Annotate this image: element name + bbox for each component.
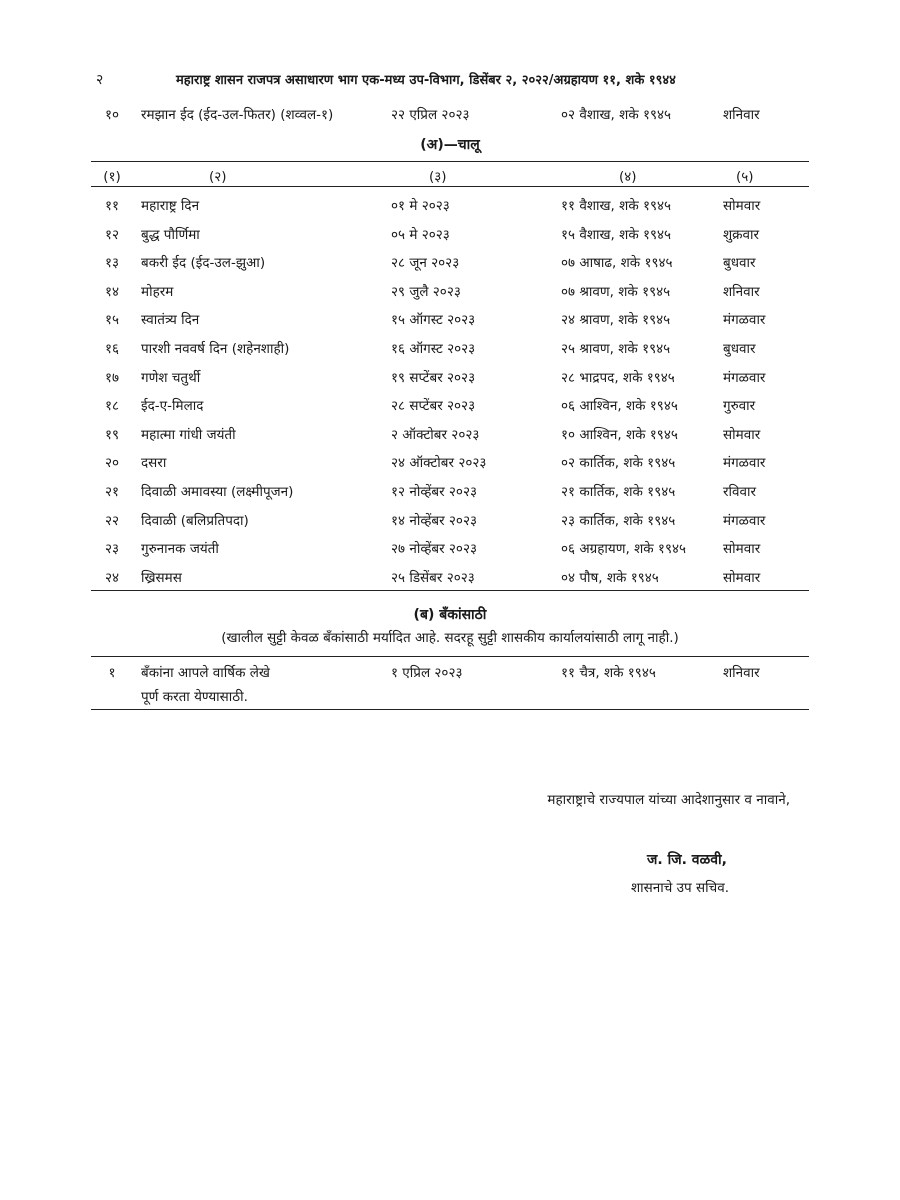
weekday: मंगळवार [723,455,766,472]
weekday: शनिवार [723,665,760,681]
row-number: २४ [104,569,120,586]
weekday: बुधवार [723,341,756,357]
holiday-date: २८ जून २०२३ [391,255,460,272]
holiday-date: २ ऑक्टोबर २०२३ [391,426,480,443]
shaka-date: ०६ अग्रहायण, शके १९४५ [561,541,687,558]
holiday-date: २४ ऑक्टोबर २०२३ [391,455,487,472]
row-number: १२ [104,226,120,243]
holiday-name-line-2: पूर्ण करता येण्यासाठी. [141,689,248,705]
table-row [91,568,809,588]
page-number: २ [96,72,104,88]
holiday-date: १९ सप्टेंबर २०२३ [391,369,476,386]
row-number: ११ [104,198,120,214]
weekday: सोमवार [723,569,761,586]
row-number: २३ [104,541,120,558]
row-number: २१ [104,484,120,500]
table-row [91,282,809,302]
shaka-date: २८ भाद्रपद, शके १९४५ [561,369,675,386]
row-number: १५ [104,312,120,329]
signatory-name: ज. जि. वळवी, [647,852,727,868]
weekday: सोमवार [723,541,761,558]
row-number: १९ [104,426,120,443]
row-number: १४ [104,283,120,300]
column-header: (५) [736,169,754,185]
holiday-date: २७ नोव्हेंबर २०२३ [391,541,477,558]
holiday-date: २५ डिसेंबर २०२३ [391,569,475,586]
table-row [91,310,809,330]
holiday-date: २२ एप्रिल २०२३ [391,107,470,123]
row-number: १६ [104,341,120,357]
holiday-date: १ एप्रिल २०२३ [391,665,463,681]
section-b-note: (खालील सुट्टी केवळ बँकांसाठी मर्यादित आहे. सदरहू सुट्टी शासकीय कार्यालयांसाठी लागू नाही.) [221,630,679,646]
shaka-date: २५ श्रावण, शके १९४५ [561,341,671,357]
holiday-name: महात्मा गांधी जयंती [141,426,236,443]
weekday: मंगळवार [723,369,766,386]
shaka-date: ११ वैशाख, शके १९४५ [561,198,672,214]
shaka-date: १५ वैशाख, शके १९४५ [561,226,672,243]
section-b-title: (ब) बँकांसाठी [413,607,487,623]
shaka-date: १० आश्विन, शके १९४५ [561,426,678,443]
table-row [91,453,809,473]
header-bottom-rule [91,186,809,187]
holiday-name: दिवाळी (बलिप्रतिपदा) [141,512,249,529]
holiday-name: पारशी नववर्ष दिन (शहेनशाही) [141,341,290,357]
holiday-name: गणेश चतुर्थी [141,369,201,386]
holiday-name: बकरी ईद (ईद-उल-झुआ) [141,255,266,272]
shaka-date: ०७ श्रावण, शके १९४५ [561,283,671,300]
table-row [91,368,809,388]
section-a-title: (अ)—चालू [420,137,480,153]
table-row [91,253,809,273]
section-b-top-rule [91,656,809,657]
order-line: महाराष्ट्राचे राज्यपाल यांच्या आदेशानुसार व नावाने, [547,792,790,808]
holiday-date: ०५ मे २०२३ [391,226,450,243]
weekday: मंगळवार [723,312,766,329]
holiday-date: १४ नोव्हेंबर २०२३ [391,512,477,529]
shaka-date: २३ कार्तिक, शके १९४५ [561,512,676,529]
holiday-name: दसरा [141,455,167,472]
holiday-name: स्वातंत्र्य दिन [141,312,200,329]
gazette-header-title: महाराष्ट्र शासन राजपत्र असाधारण भाग एक-मध्य उप-विभाग, डिसेंबर २, २०२२/अग्रहायण ११, शके १९४४ [176,73,676,88]
signatory-designation: शासनाचे उप सचिव. [631,880,730,896]
holiday-name: दिवाळी अमावस्या (लक्ष्मीपूजन) [141,484,294,500]
row-number: २० [104,455,120,472]
shaka-date: ०२ वैशाख, शके १९४५ [561,107,672,123]
shaka-date: ०६ आश्विन, शके १९४५ [561,398,678,415]
row-number: १३ [104,255,120,272]
table-top-rule [91,161,809,162]
row-number: १० [104,107,120,123]
section-b-bottom-rule [91,709,809,710]
holiday-date: २९ जुलै २०२३ [391,283,461,300]
holiday-name: ख्रिसमस [141,569,182,586]
weekday: सोमवार [723,426,761,443]
shaka-date: २१ कार्तिक, शके १९४५ [561,484,676,500]
table-row-continuation [91,687,809,707]
weekday: शनिवार [723,107,760,123]
weekday: मंगळवार [723,512,766,529]
table-row [91,339,809,359]
table-bottom-rule [91,590,809,591]
column-header: (४) [619,169,637,185]
shaka-date: ११ चैत्र, शके १९४५ [561,665,656,681]
holiday-name: ईद-ए-मिलाद [141,398,204,415]
table-row [91,396,809,416]
holiday-name-line-1: बँकांना आपले वार्षिक लेखे [141,665,270,681]
table-row [91,511,809,531]
weekday: बुधवार [723,255,756,272]
column-header: (१) [103,169,121,185]
table-row [91,539,809,559]
row-number: १७ [104,369,120,386]
row-number: २२ [104,512,120,529]
table-row [91,482,809,502]
shaka-date: ०७ आषाढ, शके १९४५ [561,255,673,272]
holiday-date: १६ ऑगस्ट २०२३ [391,341,476,357]
weekday: रविवार [723,484,757,500]
holiday-name: गुरुनानक जयंती [141,541,219,558]
table-row [91,105,809,125]
holiday-name: बुद्ध पौर्णिमा [141,226,200,243]
row-number: १८ [104,398,120,415]
shaka-date: ०२ कार्तिक, शके १९४५ [561,455,676,472]
table-row [91,663,809,683]
table-row [91,225,809,245]
column-header-row [91,167,809,187]
table-row [91,425,809,445]
table-row [91,196,809,216]
shaka-date: ०४ पौष, शके १९४५ [561,569,659,586]
holiday-name: रमझान ईद (ईद-उल-फितर) (शव्वल-१) [141,107,334,123]
weekday: गुरुवार [723,398,756,415]
holiday-date: १५ ऑगस्ट २०२३ [391,312,476,329]
holiday-date: १२ नोव्हेंबर २०२३ [391,484,477,500]
column-header: (३) [429,169,447,185]
holiday-date: २८ सप्टेंबर २०२३ [391,398,476,415]
holiday-name: मोहरम [141,283,174,300]
row-number: १ [108,665,116,681]
weekday: शनिवार [723,283,760,300]
weekday: सोमवार [723,198,761,214]
holiday-date: ०१ मे २०२३ [391,198,450,214]
shaka-date: २४ श्रावण, शके १९४५ [561,312,671,329]
weekday: शुक्रवार [723,226,760,243]
column-header: (२) [209,169,227,185]
holiday-name: महाराष्ट्र दिन [141,198,200,214]
